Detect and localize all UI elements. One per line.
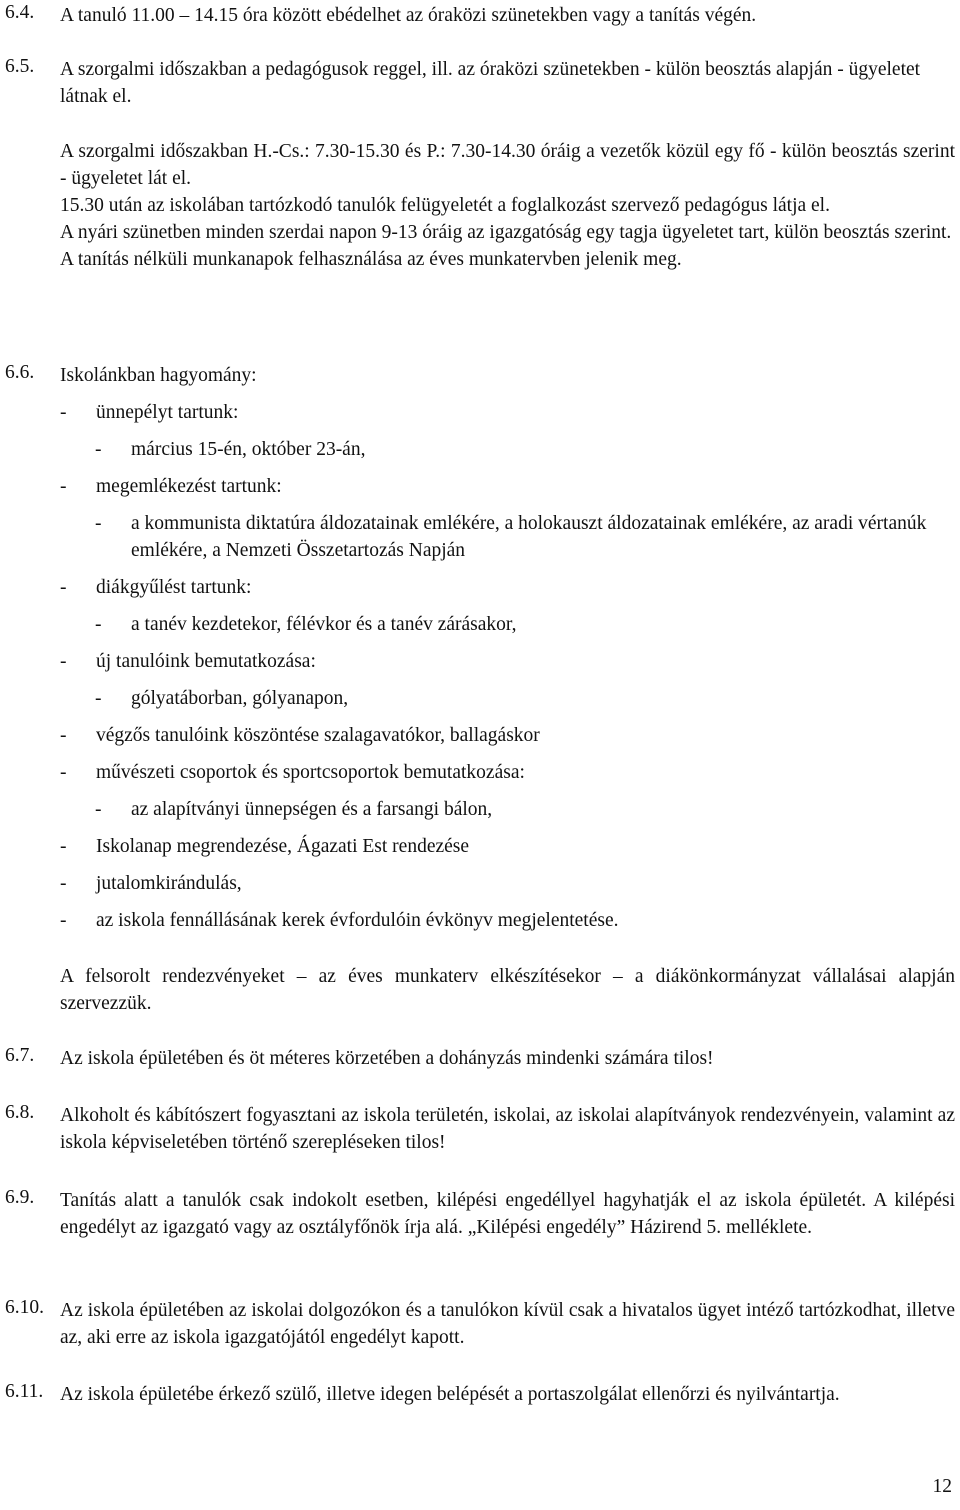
paragraph: Az iskola épületében és öt méteres körzetében a dohányzás mindenki számára tilos! [60, 1048, 714, 1069]
section-number: 6.7. [5, 1045, 35, 1066]
dash-bullet: - [95, 799, 102, 820]
page-number: 12 [932, 1476, 952, 1497]
section-6-5 [5, 56, 955, 273]
list-item: - jutalomkirándulás, [60, 870, 955, 897]
paragraph: Az iskola épületébe érkező szülő, illetve idegen belépését a portaszolgálat ellenőrzi és nyilvántartja. [60, 1384, 840, 1405]
dash-bullet: - [60, 762, 67, 783]
paragraph: Az iskola épületében az iskolai dolgozókon és a tanulókon kívül csak a hivatalos ügyet intéző tartózkodhat, illetve az, aki erre az iskola igazgatójától engedélyt kapott. [60, 1300, 955, 1348]
section-number: 6.8. [5, 1102, 35, 1123]
dash-bullet: - [60, 873, 67, 894]
list-subitem: - a tanév kezdetekor, félévkor és a tanév zárásakor, [60, 611, 955, 638]
paragraph: A tanuló 11.00 – 14.15 óra között ebédelhet az óraközi szünetekben vagy a tanítás végén. [60, 5, 757, 26]
paragraph: A szorgalmi időszakban a pedagógusok reggel, ill. az óraközi szünetekben - külön beosztás alapján - ügyeletet látnak el. [60, 59, 921, 107]
section-6-7 [5, 1045, 955, 1072]
list-item: - új tanulóink bemutatkozása: [60, 648, 955, 675]
section-number: 6.9. [5, 1187, 35, 1208]
section-outro: A felsorolt rendezvényeket – az éves munkaterv elkészítésekor – a diákönkormányzat vállalásai alapján szervezzük. [60, 966, 955, 1014]
section-6-4 [5, 2, 955, 29]
section-number: 6.5. [5, 56, 35, 77]
list-item: - Iskolanap megrendezése, Ágazati Est rendezése [60, 833, 955, 860]
list-item: - megemlékezést tartunk: [60, 473, 955, 500]
list-item: - diákgyűlést tartunk: [60, 574, 955, 601]
paragraph: A tanítás nélküli munkanapok felhasználása az éves munkatervben jelenik meg. [60, 249, 682, 270]
dash-bullet: - [95, 439, 102, 460]
list-subitem: - gólyatáborban, gólyanapon, [60, 685, 955, 712]
section-6-11 [5, 1381, 955, 1408]
dash-bullet: - [60, 651, 67, 672]
dash-bullet: - [95, 688, 102, 709]
dash-bullet: - [95, 513, 102, 534]
section-6-8 [5, 1102, 955, 1156]
paragraph: A szorgalmi időszakban H.-Cs.: 7.30-15.30 és P.: 7.30-14.30 óráig a vezetők közül egy fő - külön beosztás szerint - ügyeletet lát el. [60, 141, 955, 189]
list-item: - az iskola fennállásának kerek évfordulóin évkönyv megjelentetése. [60, 907, 955, 934]
section-number: 6.4. [5, 2, 35, 23]
dash-bullet: - [60, 402, 67, 423]
dash-bullet: - [60, 476, 67, 497]
list-subitem: - az alapítványi ünnepségen és a farsangi bálon, [60, 796, 955, 823]
section-number: 6.10. [5, 1297, 44, 1318]
section-6-6 [5, 362, 955, 1017]
dash-bullet: - [60, 910, 67, 931]
traditions-list [60, 399, 955, 934]
paragraph: A nyári szünetben minden szerdai napon 9-13 óráig az igazgatóság egy tagja ügyeletet tart, külön beosztás szerint. [60, 222, 952, 243]
dash-bullet: - [95, 614, 102, 635]
list-subitem: - a kommunista diktatúra áldozatainak emlékére, a holokauszt áldozatainak emlékére, az aradi vértanúk emlékére, a Nemzeti Összetartozás Napján [60, 510, 955, 564]
list-subitem: - március 15-én, október 23-án, [60, 436, 955, 463]
section-6-9 [5, 1187, 955, 1241]
section-number: 6.6. [5, 362, 35, 383]
paragraph: 15.30 után az iskolában tartózkodó tanulók felügyeletét a foglalkozást szervező pedagógus látja el. [60, 195, 830, 216]
section-intro: Iskolánkban hagyomány: [60, 365, 257, 386]
dash-bullet: - [60, 725, 67, 746]
paragraph: Alkoholt és kábítószert fogyasztani az iskola területén, iskolai, az iskolai alapítványok rendezvényein, valamint az iskola képviseletében történő szerepléseken tilos! [60, 1105, 955, 1153]
dash-bullet: - [60, 577, 67, 598]
dash-bullet: - [60, 836, 67, 857]
list-item: - művészeti csoportok és sportcsoportok bemutatkozása: [60, 759, 955, 786]
list-item: - végzős tanulóink köszöntése szalagavatókor, ballagáskor [60, 722, 955, 749]
list-item: - ünnepélyt tartunk: [60, 399, 955, 426]
section-number: 6.11. [5, 1381, 44, 1402]
paragraph: Tanítás alatt a tanulók csak indokolt esetben, kilépési engedéllyel hagyhatják el az iskola épületét. A kilépési engedélyt az igazgató vagy az osztályfőnök írja alá. „Kilépési engedély” Házirend 5. melléklete. [60, 1190, 955, 1238]
section-6-10 [5, 1297, 955, 1351]
